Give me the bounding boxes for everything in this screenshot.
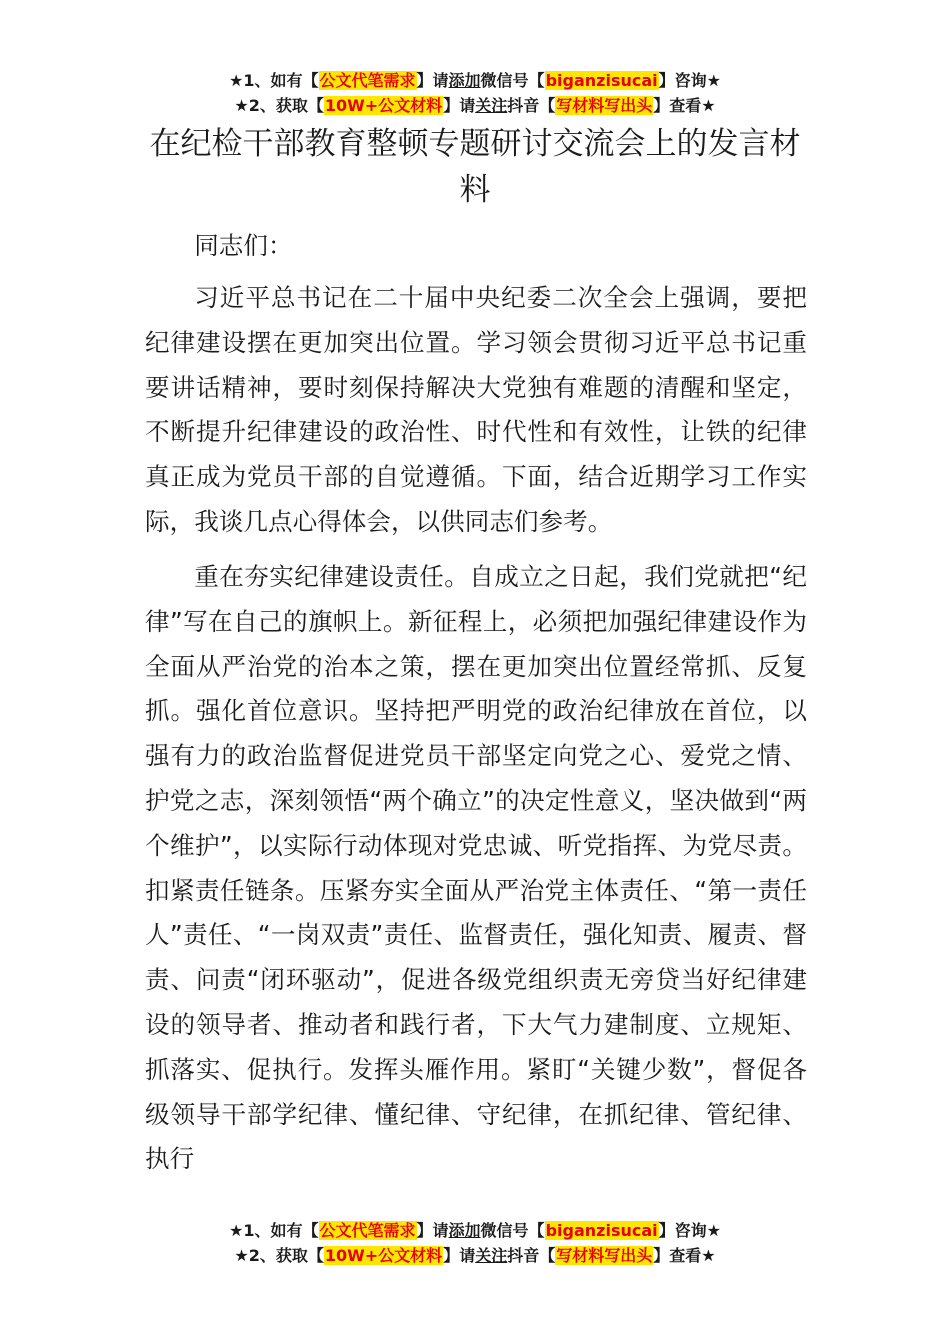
paragraph-block-1: [145, 276, 807, 545]
banner-text: 】查看★: [653, 96, 716, 115]
banner-underlined: 关注: [475, 1246, 508, 1265]
banner-text: 抖音【: [507, 1246, 556, 1265]
banner-text: ★2、获取【: [234, 96, 324, 115]
paragraph-block-2: [145, 555, 807, 1182]
document-title: 在纪检干部教育整顿专题研讨交流会上的发言材料: [149, 126, 801, 208]
footer-banner: [0, 1218, 950, 1268]
banner-text: ★2、获取【: [234, 1246, 324, 1265]
banner-highlight: 写材料写出头: [556, 96, 653, 115]
banner-text: ★1、如有【: [229, 71, 319, 90]
paragraph: 习近平总书记在二十届中央纪委二次全会上强调，要把纪律建设摆在更加突出位置。学习领会贯彻习近平总书记重要讲话精神，要时刻保持解决大党独有难题的清醒和坚定，不断提升纪律建设的政治性、时代性和有效性，让铁的纪律真正成为党员干部的自觉遵循。下面，结合近期学习工作实际，我谈几点心得体会，以供同志们参考。: [145, 283, 807, 536]
banner-line-2: [0, 93, 950, 118]
banner-text: ★1、如有【: [229, 1221, 319, 1240]
greeting: 同志们：: [194, 231, 293, 260]
banner-line-1: [0, 1218, 950, 1243]
banner-underlined: 添加: [448, 71, 481, 90]
banner-underlined: 添加: [448, 1221, 481, 1240]
banner-highlight: biganzisucai: [545, 1221, 658, 1240]
banner-text: 】请: [416, 71, 449, 90]
greeting-block: [145, 224, 807, 269]
header-banner: [0, 68, 950, 118]
banner-highlight: 写材料写出头: [556, 1246, 653, 1265]
banner-text: 】请: [443, 1246, 476, 1265]
banner-text: 微信号【: [480, 71, 545, 90]
banner-highlight: 10W+公文材料: [324, 1246, 443, 1265]
banner-highlight: biganzisucai: [545, 71, 658, 90]
banner-text: 】请: [443, 96, 476, 115]
banner-highlight: 10W+公文材料: [324, 96, 443, 115]
banner-text: 】咨询★: [658, 71, 721, 90]
banner-text: 】请: [416, 1221, 449, 1240]
banner-underlined: 关注: [475, 96, 508, 115]
banner-highlight: 公文代笔需求: [319, 1221, 416, 1240]
banner-highlight: 公文代笔需求: [319, 71, 416, 90]
banner-line-2: [0, 1243, 950, 1268]
paragraph: 重在夯实纪律建设责任。自成立之日起，我们党就把“纪律”写在自己的旗帜上。新征程上，必须把加强纪律建设作为全面从严治党的治本之策，摆在更加突出位置经常抓、反复抓。强化首位意识。坚持把严明党的政治纪律放在首位，以强有力的政治监督促进党员干部坚定向党之心、爱党之情、护党之志，深刻领悟“两个确立”的决定性意义，坚决做到“两个维护”，以实际行动体现对党忠诚、听党指挥、为党尽责。扣紧责任链条。压紧夯实全面从严治党主体责任、“第一责任人”责任、“一岗双责”责任、监督责任，强化知责、履责、督责、问责“闭环驱动”，促进各级党组织责无旁贷当好纪律建设的领导者、推动者和践行者，下大气力建制度、立规矩、抓落实、促执行。发挥头雁作用。紧盯“关键少数”，督促各级领导干部学纪律、懂纪律、守纪律，在抓纪律、管纪律、执行: [145, 562, 807, 1174]
banner-text: 】咨询★: [658, 1221, 721, 1240]
banner-text: 微信号【: [480, 1221, 545, 1240]
banner-text: 抖音【: [507, 96, 556, 115]
banner-line-1: [0, 68, 950, 93]
banner-text: 】查看★: [653, 1246, 716, 1265]
